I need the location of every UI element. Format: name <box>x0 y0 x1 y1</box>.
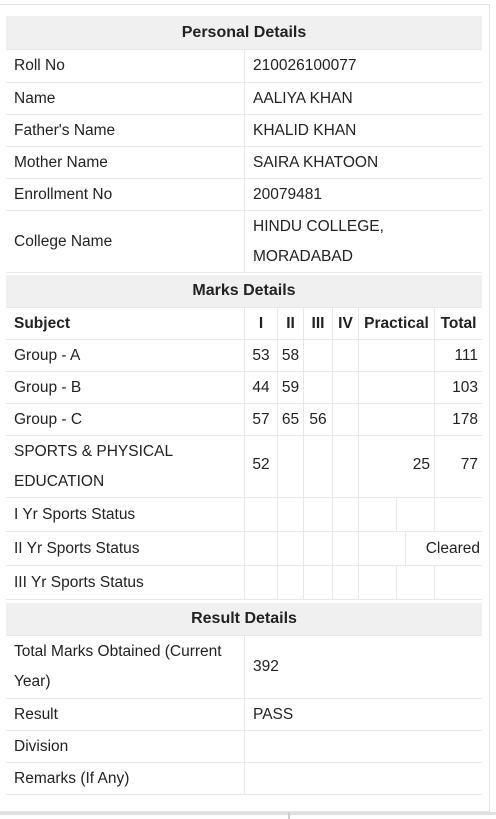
row-value: 210026100077 <box>253 57 357 74</box>
mark-cell-iii <box>304 340 333 371</box>
row-label: Total Marks Obtained (Current Year) <box>6 636 245 698</box>
sports-status-cell <box>304 532 333 565</box>
table-row <box>6 115 482 147</box>
bottom-divider <box>0 812 496 815</box>
sports-status-label: I Yr Sports Status <box>6 498 245 531</box>
personal-details-header <box>6 16 482 50</box>
sports-status-value: Cleared <box>425 539 480 557</box>
row-value: AALIYA KHAN <box>253 89 353 107</box>
mark-cell-iv <box>333 340 359 371</box>
subject-cell: Group - C <box>6 404 245 435</box>
sports-status-cell <box>278 498 304 531</box>
table-row <box>6 50 482 83</box>
row-value <box>245 763 482 794</box>
mark-cell-total: 111 <box>454 346 478 364</box>
table-row <box>6 636 482 699</box>
sports-status-label: III Yr Sports Status <box>6 566 245 599</box>
result-details-table <box>6 603 482 795</box>
sports-status-cell <box>245 566 278 599</box>
table-row <box>6 404 482 436</box>
result-details-title: Result Details <box>191 610 297 627</box>
row-value: HINDU COLLEGE, MORADABAD <box>253 217 384 265</box>
table-row <box>6 211 482 273</box>
mark-cell-total: 103 <box>452 378 478 396</box>
table-row <box>6 436 482 498</box>
sports-status-cell <box>397 498 435 531</box>
sports-status-cell <box>278 532 304 565</box>
table-row <box>6 179 482 211</box>
table-row <box>6 699 482 731</box>
mark-cell-total: 178 <box>452 410 478 428</box>
row-value: KHALID KHAN <box>253 121 357 139</box>
sports-status-cell <box>245 498 278 531</box>
sports-status-cell <box>333 498 359 531</box>
marks-details-title: Marks Details <box>192 282 296 299</box>
mark-cell-i: 44 <box>245 372 278 403</box>
sports-status-cell <box>304 498 333 531</box>
row-value <box>245 731 482 762</box>
marks-column-header-row <box>6 308 482 340</box>
table-row <box>6 731 482 763</box>
marks-details-table <box>6 275 482 600</box>
sports-status-row <box>6 498 482 532</box>
mark-cell-iii: 56 <box>304 404 333 435</box>
column-header-practical: Practical <box>359 308 435 339</box>
row-value: 392 <box>253 658 279 675</box>
sports-status-cell <box>333 532 359 565</box>
sports-status-value <box>435 566 482 599</box>
sports-status-label: II Yr Sports Status <box>6 532 245 565</box>
mark-cell-iii <box>304 372 333 403</box>
row-label: Enrollment No <box>6 179 245 210</box>
row-value: SAIRA KHATOON <box>253 153 379 171</box>
row-label: Name <box>6 83 245 114</box>
table-row <box>6 147 482 179</box>
personal-details-title: Personal Details <box>181 23 307 41</box>
mark-cell-ii: 65 <box>278 404 304 435</box>
table-row <box>6 340 482 372</box>
mark-cell-i: 52 <box>245 436 278 497</box>
column-header-ii: II <box>278 308 304 339</box>
marks-details-header <box>6 275 482 308</box>
column-header-subject: Subject <box>6 308 245 339</box>
row-label: Result <box>6 699 245 730</box>
sports-status-cell <box>245 532 278 565</box>
mark-cell-practical <box>359 372 435 403</box>
personal-details-table <box>6 16 482 273</box>
result-details-header <box>6 603 482 636</box>
row-label: College Name <box>6 211 245 272</box>
row-label: Mother Name <box>6 147 245 178</box>
subject-cell: Group - B <box>6 372 245 403</box>
sports-status-value <box>435 498 482 531</box>
mark-cell-practical <box>359 340 435 371</box>
column-header-total: Total <box>440 314 477 332</box>
table-row <box>6 763 482 795</box>
table-row <box>6 83 482 115</box>
row-value: PASS <box>253 705 294 723</box>
row-label: Roll No <box>6 50 245 82</box>
sports-status-cell <box>278 566 304 599</box>
mark-cell-ii: 58 <box>278 340 304 371</box>
subject-cell: Group - A <box>6 340 245 371</box>
mark-cell-total: 77 <box>460 456 478 473</box>
mark-cell-iv <box>333 404 359 435</box>
column-header-i: I <box>245 308 278 339</box>
mark-cell-practical: 25 <box>359 436 435 497</box>
sports-status-cell <box>397 566 435 599</box>
mark-cell-iii <box>304 436 333 497</box>
column-header-iii: III <box>304 308 333 339</box>
sports-status-cell <box>359 532 406 565</box>
sports-status-cell <box>304 566 333 599</box>
column-header-iv: IV <box>333 308 359 339</box>
mark-cell-iv <box>333 372 359 403</box>
subject-cell: SPORTS & PHYSICAL EDUCATION <box>6 436 245 497</box>
mark-cell-ii: 59 <box>278 372 304 403</box>
row-value: 20079481 <box>253 185 322 203</box>
mark-cell-i: 53 <box>245 340 278 371</box>
bottom-divider-tick <box>288 812 290 819</box>
sports-status-row <box>6 566 482 600</box>
row-label: Father's Name <box>6 115 245 146</box>
sports-status-row <box>6 532 482 566</box>
sports-status-cell <box>359 566 397 599</box>
mark-cell-practical <box>359 404 435 435</box>
sports-status-cell <box>359 498 397 531</box>
mark-cell-ii <box>278 436 304 497</box>
row-label: Remarks (If Any) <box>6 763 245 794</box>
sports-status-cell <box>333 566 359 599</box>
table-row <box>6 372 482 404</box>
mark-cell-i: 57 <box>245 404 278 435</box>
row-label: Division <box>6 731 245 762</box>
mark-cell-iv <box>333 436 359 497</box>
